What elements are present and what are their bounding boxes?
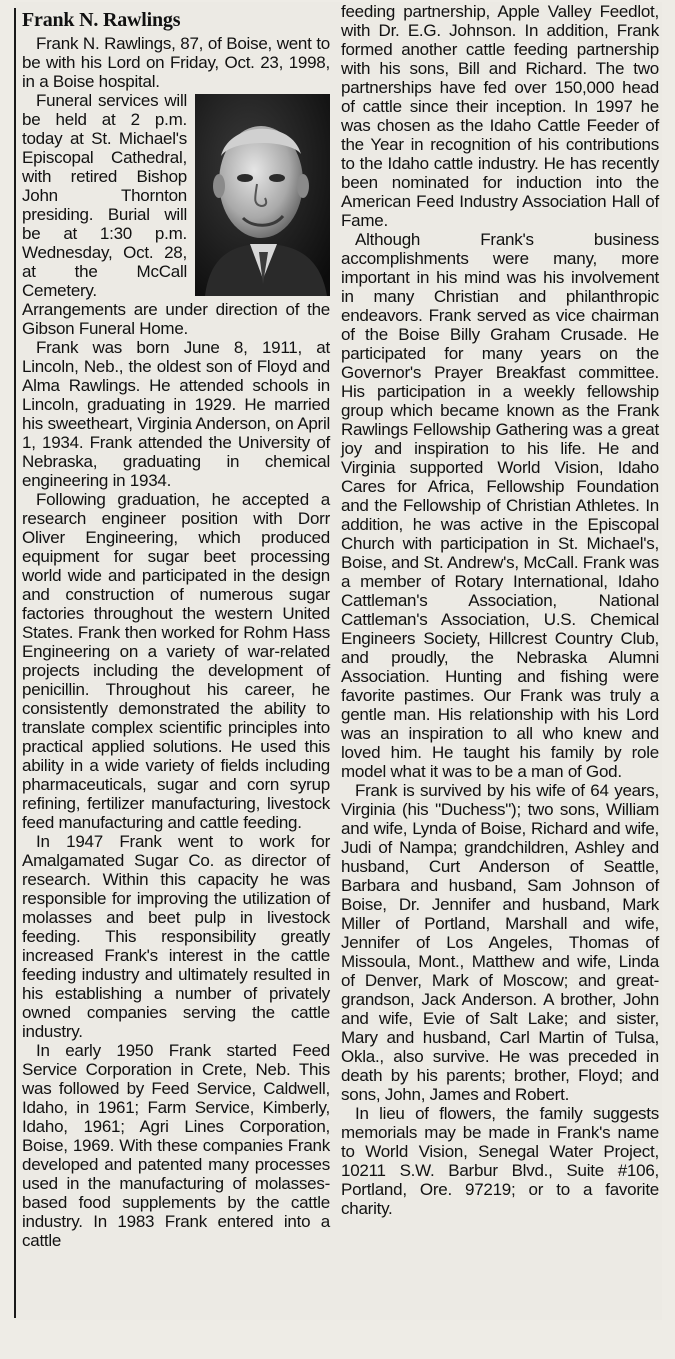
obituary-headline: Frank N. Rawlings xyxy=(22,9,181,31)
portrait-photo xyxy=(195,94,330,296)
portrait-image xyxy=(195,94,330,296)
column-left xyxy=(22,2,330,1250)
paragraph-services: Funeral services will be held at 2 p.m. today at St. Michael's Episcopal Cathedral, with retired Bishop John Thornton presiding. Burial will be at 1:30 p.m. Wednesday, Oct. 28, at the McCall Cemetery. Arrangements are under direction of the Gibson Funeral Home. xyxy=(22,91,330,338)
paragraph-cattle-feeding: feeding partnership, Apple Valley Feedlot, with Dr. E.G. Johnson. In addition, Frank formed another cattle feeding partnership with his sons, Bill and Richard. The two partnerships have fed over 150,000 head of cattle since their inception. In 1997 he was chosen as the Idaho Cattle Feeder of the Year in recognition of his contributions to the Idaho cattle industry. He has recently been nominated for induction into the American Feed Industry Association Hall of Fame. xyxy=(341,2,659,230)
paragraph-survivors: Frank is survived by his wife of 64 years, Virginia (his "Duchess"); two sons, William and wife, Lynda of Boise, Richard and wife, Judi of Nampa; grandchildren, Ashley and husband, Curt Anderson of Seattle, Barbara and husband, Sam Johnson of Boise, Dr. Jennifer and husband, Mark Miller of Portland, Marshall and wife, Jennifer of Los Angeles, Thomas of Missoula, Mont., Matthew and wife, Linda of Denver, Mark of Moscow; and great-grandson, Jack Anderson. A brother, John and wife, Evie of Salt Lake; and sister, Mary and husband, Carl Martin of Tulsa, Okla., also survive. He was preceded in death by his parents; brother, Floyd; and sons, John, James and Robert. xyxy=(341,781,659,1104)
paragraph-career: Following graduation, he accepted a research engineer position with Dorr Oliver Engineering, which produced equipment for sugar beet processing world wide and participated in the design and construction of numerous sugar factories throughout the western United States. Frank then worked for Rohm Hass Engineering on a variety of war-related projects including the development of penicillin. Throughout his career, he consistently demonstrated the ability to translate complex scientific principles into practical applied solutions. He used this ability in a wide variety of fields including pharmaceuticals, sugar and corn syrup refining, fertilizer manufacturing, livestock feed manufacturing and cattle feeding. xyxy=(22,490,330,832)
paragraph-memorials: In lieu of flowers, the family suggests memorials may be made in Frank's name to World Vision, Senegal Water Project, 10211 S.W. Barbur Blvd., Suite #106, Portland, Ore. 97219; or to a favorite charity. xyxy=(341,1104,659,1218)
column-rule xyxy=(14,8,16,1318)
paragraph-amalgamated: In 1947 Frank went to work for Amalgamated Sugar Co. as director of research. Within this capacity he was responsible for improving the utilization of molasses and beet pulp in livestock feeding. This responsibility greatly increased Frank's interest in the cattle feeding industry and ultimately resulted in his establishing a number of privately owned companies serving the cattle industry. xyxy=(22,832,330,1041)
paragraph-companies: In early 1950 Frank started Feed Service Corporation in Crete, Neb. This was followed by Feed Service, Caldwell, Idaho, in 1961; Farm Service, Kimberly, Idaho, 1961; Agri Lines Corporation, Boise, 1969. With these companies Frank developed and patented many processes used in the manufacturing of molasses-based food supplements by the cattle industry. In 1983 Frank entered into a cattle xyxy=(22,1041,330,1250)
paragraph-intro: Frank N. Rawlings, 87, of Boise, went to be with his Lord on Friday, Oct. 23, 1998, in a Boise hospital. xyxy=(22,34,330,91)
paragraph-early-life: Frank was born June 8, 1911, at Lincoln, Neb., the oldest son of Floyd and Alma Rawlings. He attended schools in Lincoln, graduating in 1929. He married his sweetheart, Virginia Anderson, on April 1, 1934. Frank attended the University of Nebraska, graduating in chemical engineering in 1934. xyxy=(22,338,330,490)
column-right xyxy=(341,2,659,1218)
paragraph-philanthropy: Although Frank's business accomplishments were many, more important in his mind was his involvement in many Christian and philanthropic endeavors. Frank served as vice chairman of the Boise Billy Graham Crusade. He participated for many years on the Governor's Prayer Breakfast committee. His participation in a weekly fellowship group which became known as the Frank Rawlings Fellowship Gathering was a great joy and inspiration to his life. He and Virginia supported World Vision, Idaho Cares for Africa, Fellowship Foundation and the Fellowship of Christian Athletes. In addition, he was active in the Episcopal Church with participation in St. Michael's, Boise, and St. Andrew's, McCall. Frank was a member of Rotary International, Idaho Cattleman's Association, National Cattleman's Association, U.S. Chemical Engineers Society, Hillcrest Country Club, and proudly, the Nebraska Alumni Association. Hunting and fishing were favorite pastimes. Our Frank was truly a gentle man. His relationship with his Lord was an inspiration to all who knew and loved him. He taught his family by role model what it was to be a man of God. xyxy=(341,230,659,781)
